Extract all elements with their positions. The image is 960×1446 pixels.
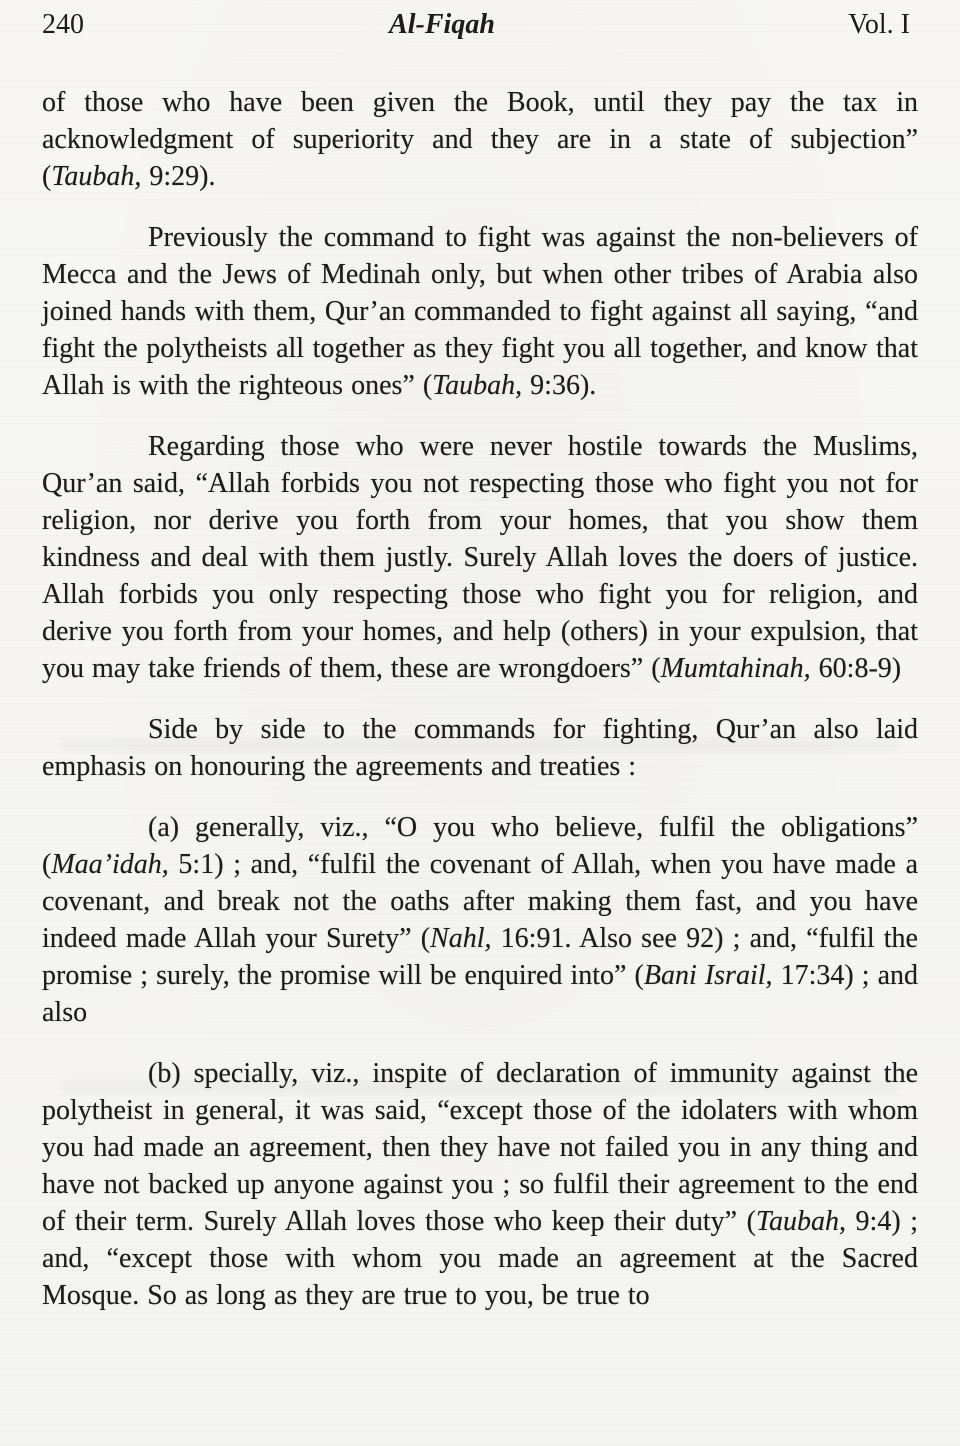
- paragraph: [42, 1055, 918, 1314]
- reference-italic: Taubah,: [51, 161, 142, 192]
- page-header: [0, 0, 960, 40]
- paragraph: [42, 219, 918, 404]
- volume-label: Vol. I: [848, 9, 910, 40]
- paragraph: [42, 428, 918, 687]
- reference-italic: Nahl,: [430, 923, 492, 954]
- text-segment: 16:91. Also see 92) ; and, “fulfil the promise ; surely, the promise will be enquired into” (: [42, 923, 918, 991]
- reference-italic: Maa’idah,: [51, 849, 169, 880]
- text-segment: 9:4) ; and, “except those with whom you made an agreement at the Sacred Mosque. So as long as they are true to you, be true to: [42, 1206, 918, 1311]
- text-segment: 5:1) ; and, “fulfil the covenant of Allah, when you have made a covenant, and break not the oaths after making them fast, and you have indeed made Allah your Surety” (: [42, 849, 918, 954]
- page-number: 240: [42, 9, 84, 40]
- reference-italic: Taubah,: [432, 370, 523, 401]
- reference-italic: Bani Israil,: [643, 960, 773, 991]
- text-segment: (b) specially, viz., inspite of declaration of immunity against the polytheist in general, it was said, “except those of the idolaters with whom you had made an agreement, then they have not failed you in any thing and have not backed up anyone against you ; so fulfil their agreement to the end of their term. Surely Allah loves those who keep their duty” (: [42, 1058, 918, 1237]
- reference-italic: Taubah,: [755, 1206, 846, 1237]
- paragraph: [42, 711, 918, 785]
- reference-italic: Mumtahinah,: [660, 653, 811, 684]
- text-segment: 9:29).: [141, 161, 216, 192]
- page-body: [0, 40, 960, 1314]
- text-segment: Side by side to the commands for fighting, Qur’an also laid emphasis on honouring the agreements and treaties :: [42, 714, 918, 782]
- text-segment: of those who have been given the Book, until they pay the tax in acknowledgment of superiority and they are in a state of subjection” (: [42, 87, 918, 192]
- text-segment: 9:36).: [522, 370, 597, 401]
- paragraphs: [42, 84, 918, 1314]
- text-segment: Regarding those who were never hostile towards the Muslims, Qur’an said, “Allah forbids you not respecting those who fight you not for religion, nor derive you forth from your homes, that you show them kindness and deal with them justly. Surely Allah loves the doers of justice. Allah forbids you only respecting those who fight you for religion, and derive you forth from your homes, and help (others) in your expulsion, that you may take friends of them, these are wrongdoers” (: [42, 431, 918, 684]
- text-segment: 17:34) ; and also: [42, 960, 919, 1028]
- text-segment: 60:8-9): [810, 653, 902, 684]
- book-title: Al-Fiqah: [389, 9, 495, 40]
- text-segment: Previously the command to fight was against the non-believers of Mecca and the Jews of Medinah only, but when other tribes of Arabia also joined hands with them, Qur’an commanded to fight against all saying, “and fight the polytheists all together as they fight you all together, and know that Allah is with the righteous ones” (: [42, 222, 918, 401]
- text-segment: (a) generally, viz., “O you who believe, fulfil the obligations” (: [42, 812, 918, 880]
- paragraph: [42, 84, 918, 195]
- paragraph: [42, 809, 918, 1031]
